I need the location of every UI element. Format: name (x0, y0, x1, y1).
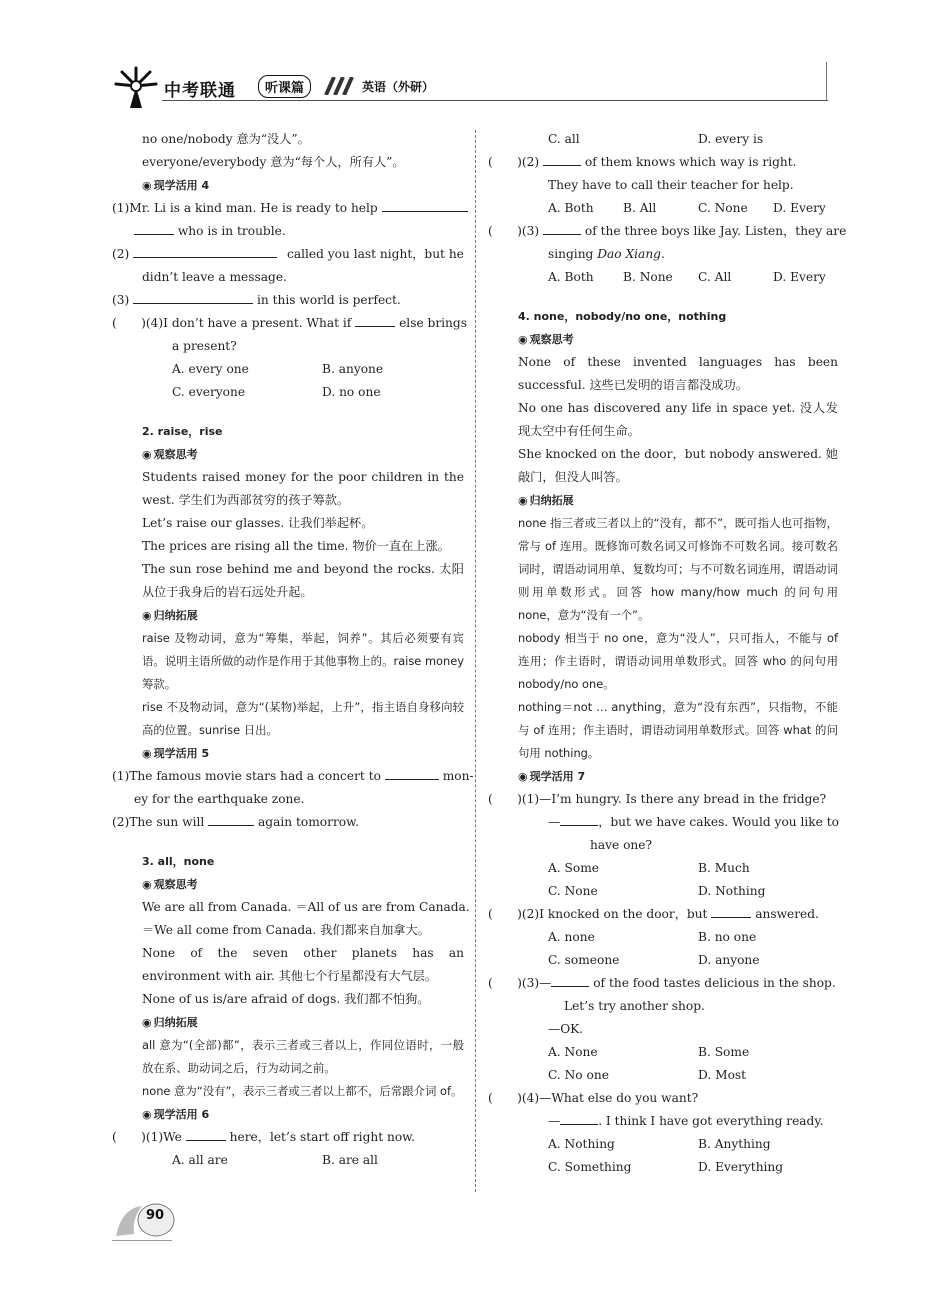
answer-blank[interactable] (711, 903, 751, 918)
practice-heading: ◉ 现学活用 7 (488, 765, 838, 788)
option[interactable]: B. anyone (322, 362, 384, 376)
example-sentence: No one has discovered any life in space yet. 没人发现太空中有任何生命。 (518, 401, 838, 438)
option[interactable]: D. every is (698, 132, 764, 146)
page-header (110, 64, 832, 112)
answer-blank[interactable] (208, 811, 254, 826)
section-heading: 3. all，none (142, 855, 215, 868)
text: who is in trouble. (177, 224, 286, 238)
summary-heading: ◉ 归纳拓展 (488, 489, 838, 512)
text: called you last night，but he (287, 247, 464, 261)
text: here，let’s start off right now. (229, 1130, 416, 1144)
answer-blank[interactable] (186, 1126, 226, 1141)
exercise-line (112, 197, 464, 220)
example-sentence: None of these invented languages has been successful. 这些已发明的语言都没成功。 (518, 355, 838, 392)
example-sentence: Let’s raise our glasses. 让我们举起杯。 (142, 516, 374, 530)
text: of the food tastes delicious in the shop. (593, 976, 836, 990)
footer-rule (112, 1240, 172, 1241)
page-footer (112, 1198, 192, 1244)
summary-paragraph: none 指三者或三者以上的“没有，都不”，既可指人也可指物，常与 of 连用。既修饰可数名词又可修饰不可数名词。接可数名词时，谓语动词用单、复数均可；与不可数名词连用，谓语动词则用单数形式。回答 how many/how much 的问句用 none，意为“没有一个”。 (518, 516, 838, 622)
column-divider (475, 130, 476, 1192)
observe-heading: ◉ 观察思考 (112, 873, 464, 896)
answer-blank[interactable] (543, 220, 581, 235)
example-sentence: She knocked on the door，but nobody answered. 她敲门，但没人叫答。 (518, 447, 838, 484)
option[interactable]: A. Nothing (548, 1137, 615, 1151)
text: ( )(3) (488, 224, 540, 238)
text-line: didn’t leave a message. (142, 270, 287, 284)
option[interactable]: B. All (623, 201, 657, 215)
answer-blank[interactable] (134, 220, 174, 235)
summary-heading: ◉ 归纳拓展 (112, 1011, 464, 1034)
text: (1)The famous movie stars had a concert to (112, 769, 381, 783)
option[interactable]: B. Much (698, 861, 750, 875)
text-line: ( )(1)—I’m hungry. Is there any bread in the fridge? (488, 792, 827, 806)
option[interactable]: C. All (698, 270, 732, 284)
practice-heading: ◉ 现学活用 6 (112, 1103, 464, 1126)
summary-paragraph: all 意为“(全部)都”，表示三者或三者以上，作同位语时，一般放在系、助动词之后，行为动词之前。 (142, 1038, 464, 1075)
summary-paragraph: raise 及物动词，意为“筹集，举起，饲养”。其后必须要有宾语。说明主语所做的动作是作用于其他事物上的。raise money 筹款。 (142, 631, 464, 691)
left-column (112, 128, 474, 1172)
practice-heading: ◉ 现学活用 5 (112, 742, 464, 765)
exercise-line (112, 243, 464, 266)
option[interactable]: C. someone (548, 953, 620, 967)
text: in this world is perfect. (257, 293, 401, 307)
answer-blank[interactable] (543, 151, 581, 166)
option[interactable]: C. None (548, 884, 598, 898)
example-sentence: None of the seven other planets has an environment with air. 其他七个行星都没有大气层。 (142, 946, 464, 983)
text: . I think I have got everything ready. (598, 1114, 824, 1128)
option[interactable]: D. Nothing (698, 884, 766, 898)
answer-blank[interactable] (560, 1110, 598, 1125)
header-corner-line (826, 62, 827, 100)
example-sentence: Students raised money for the poor children in the west. 学生们为西部贫穷的孩子筹款。 (142, 470, 464, 507)
text: of them knows which way is right. (584, 155, 797, 169)
text-line: no one/nobody 意为“没人”。 (142, 132, 310, 146)
right-column (488, 128, 847, 1179)
answer-blank[interactable] (355, 312, 395, 327)
example-sentence: The sun rose behind me and beyond the rocks. 太阳从位于我身后的岩石远处升起。 (142, 562, 464, 599)
song-title: Dao Xiang (597, 247, 661, 261)
option[interactable]: D. Every (773, 201, 826, 215)
exercise-line (112, 312, 467, 335)
text: ( )(1)We (112, 1130, 182, 1144)
option[interactable]: A. Both (548, 201, 594, 215)
text: — (548, 1114, 561, 1128)
text: else brings (399, 316, 467, 330)
text-line: Let’s try another shop. (564, 999, 705, 1013)
exercise-line (112, 289, 464, 312)
answer-blank[interactable] (382, 197, 468, 212)
option[interactable]: D. Every (773, 270, 826, 284)
text-line: everyone/everybody 意为“每个人，所有人”。 (142, 155, 405, 169)
text: ( )(2)I knocked on the door，but (488, 907, 708, 921)
text: ( )(3)— (488, 976, 552, 990)
text: — (548, 815, 561, 829)
option[interactable]: C. None (698, 201, 748, 215)
text: of the three boys like Jay. Listen，they are (584, 224, 847, 238)
example-sentence: ＝We all come from Canada. 我们都来自加拿大。 (142, 923, 430, 937)
example-sentence: None of us is/are afraid of dogs. 我们都不怕狗。 (142, 992, 430, 1006)
text: again tomorrow. (258, 815, 359, 829)
text: answered. (755, 907, 819, 921)
section-heading: 2. raise，rise (142, 425, 223, 438)
text-line: ey for the earthquake zone. (134, 792, 305, 806)
option[interactable]: A. Some (548, 861, 600, 875)
example-sentence: The prices are rising all the time. 物价一直在上涨。 (142, 539, 450, 553)
text: ，but we have cakes. Would you like to (598, 815, 840, 829)
text-line: ( )(4)—What else do you want? (488, 1091, 699, 1105)
option[interactable]: C. all (548, 132, 580, 146)
text: ( )(4)I don’t have a present. What if (112, 316, 352, 330)
option[interactable]: A. all are (172, 1153, 228, 1167)
option[interactable]: D. Everything (698, 1160, 784, 1174)
option[interactable]: A. none (548, 930, 595, 944)
stripes-icon (322, 77, 356, 95)
observe-heading: ◉ 观察思考 (488, 328, 838, 351)
option[interactable]: C. No one (548, 1068, 609, 1082)
page-number: 90 (146, 1208, 165, 1223)
text: (3) (112, 293, 130, 307)
text-line: —OK. (548, 1022, 584, 1036)
subject-label: 英语（外研） (362, 80, 435, 94)
section-tag: 听课篇 (258, 75, 311, 98)
text: (2) (112, 247, 130, 261)
summary-paragraph: nothing＝not … anything，意为“没有东西”，只指物，不能与 of 连用；作主语时，谓语动词用单数形式。回答 what 的问句用 nothing。 (518, 700, 838, 760)
summary-paragraph: rise 不及物动词，意为“(某物)举起，上升”，指主语自身移向较高的位置。sunrise 日出。 (142, 700, 464, 737)
observe-heading: ◉ 观察思考 (112, 443, 464, 466)
sun-tree-logo-icon (110, 64, 162, 110)
option[interactable]: C. everyone (172, 385, 246, 399)
text-line: They have to call their teacher for help. (548, 178, 794, 192)
option[interactable]: A. None (548, 1045, 598, 1059)
text-line: a present? (172, 339, 237, 353)
summary-paragraph: none 意为“没有”，表示三者或三者以上都不，后常跟介词 of。 (142, 1084, 463, 1098)
header-rule (162, 100, 828, 101)
option[interactable]: B. Some (698, 1045, 750, 1059)
answer-blank[interactable] (385, 765, 439, 780)
summary-heading: ◉ 归纳拓展 (112, 604, 464, 627)
text: mon- (442, 769, 474, 783)
option[interactable]: A. every one (172, 362, 249, 376)
text: singing (548, 247, 594, 261)
answer-blank[interactable] (133, 289, 253, 304)
option[interactable]: D. Most (698, 1068, 747, 1082)
text: (1)Mr. Li is a kind man. He is ready to help (112, 201, 378, 215)
option[interactable]: D. no one (322, 385, 381, 399)
answer-blank[interactable] (560, 811, 598, 826)
text: ( )(2) (488, 155, 540, 169)
option[interactable]: B. Anything (698, 1137, 771, 1151)
option[interactable]: D. anyone (698, 953, 760, 967)
example-sentence: We are all from Canada. ＝All of us are from Canada. (142, 900, 470, 914)
text-line: have one? (590, 838, 653, 852)
brand-title: 中考联通 (164, 81, 236, 101)
text: . (660, 247, 665, 261)
summary-paragraph: nobody 相当于 no one，意为“没人”，只可指人，不能与 of 连用；作主语时，谓语动词用单数形式。回答 who 的问句用 nobody/no one。 (518, 631, 838, 691)
answer-blank[interactable] (133, 243, 277, 258)
option[interactable]: B. no one (698, 930, 757, 944)
text: (2)The sun will (112, 815, 205, 829)
section-heading: 4. none，nobody/no one，nothing (518, 310, 727, 323)
option[interactable]: B. are all (322, 1153, 378, 1167)
answer-blank[interactable] (551, 972, 589, 987)
option[interactable]: B. None (623, 270, 673, 284)
practice-heading: ◉ 现学活用 4 (112, 174, 464, 197)
option[interactable]: A. Both (548, 270, 594, 284)
option[interactable]: C. Something (548, 1160, 632, 1174)
